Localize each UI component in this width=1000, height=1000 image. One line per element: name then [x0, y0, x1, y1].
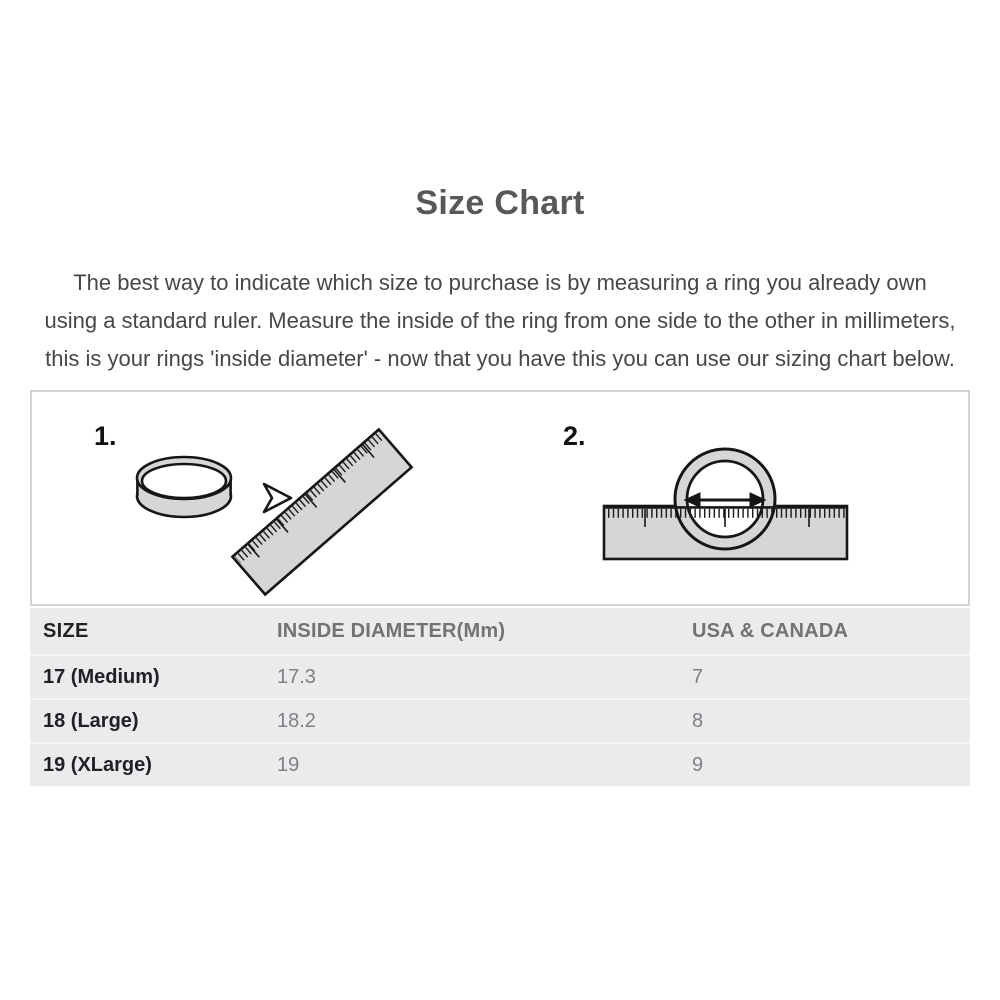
size-cell: 19 (XLarge): [43, 753, 152, 776]
usa-canada-cell: 9: [692, 753, 704, 776]
column-header-usa-canada: USA & CANADA: [692, 619, 849, 642]
usa-canada-cell: 7: [692, 665, 704, 688]
step-2-label: 2.: [563, 421, 586, 451]
table-header-row: [30, 608, 970, 654]
ring-icon: [137, 457, 231, 517]
inside-diameter-cell: 17.3: [277, 665, 316, 688]
inside-diameter-cell: 19: [277, 753, 300, 776]
ring-on-ruler-icon: [604, 449, 847, 559]
table-row: [30, 654, 970, 698]
page-title: Size Chart: [415, 184, 585, 222]
table-row: [30, 742, 970, 786]
size-cell: 18 (Large): [43, 709, 139, 732]
measurement-illustration: [32, 392, 968, 604]
measurement-illustration-panel: [30, 390, 970, 606]
column-header-inside-diameter: INSIDE DIAMETER(Mm): [277, 619, 506, 642]
size-cell: 17 (Medium): [43, 665, 160, 688]
usa-canada-cell: 8: [692, 709, 704, 732]
page-description: The best way to indicate which size to purchase is by measuring a ring you already own using a standard ruler. Measure the inside of the ring from one side to the other in millimeters, this is your rings 'inside diameter' - now that you have this you can use our sizing chart below.: [44, 270, 956, 371]
ruler-icon: [232, 429, 411, 594]
inside-diameter-cell: 18.2: [277, 709, 316, 732]
step-1-label: 1.: [94, 421, 117, 451]
table-row: [30, 698, 970, 742]
size-table: [30, 608, 970, 786]
column-header-size: SIZE: [43, 619, 89, 642]
